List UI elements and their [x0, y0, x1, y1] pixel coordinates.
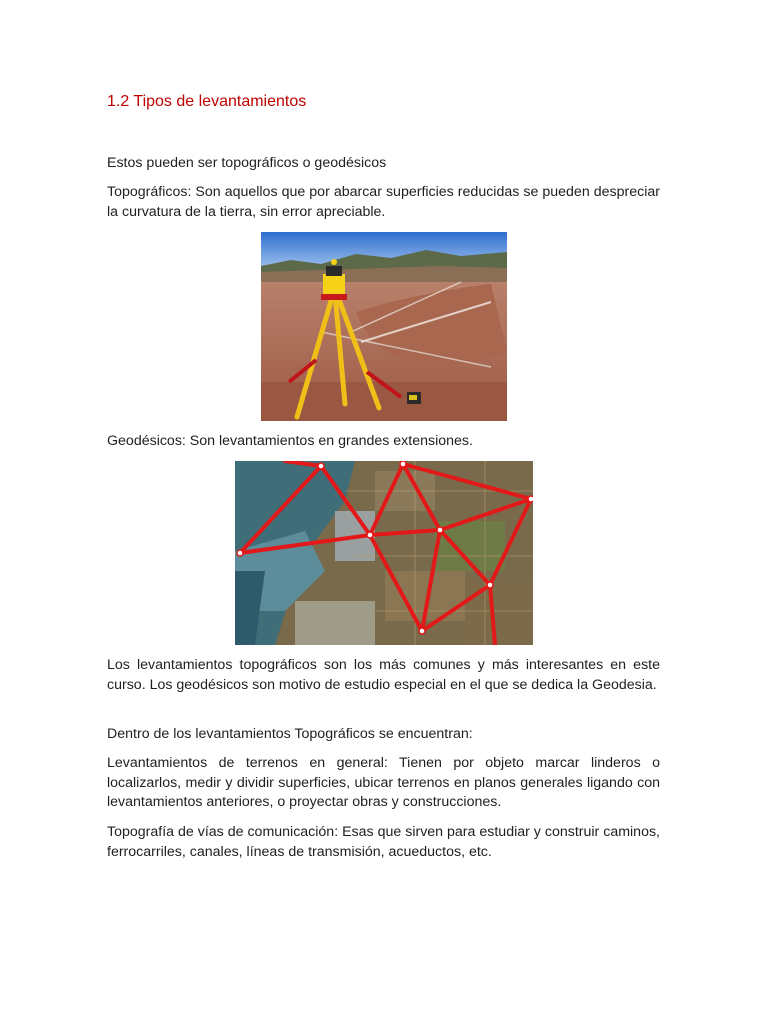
terrenos-paragraph: Levantamientos de terrenos en general: Tienen por objeto marcar linderos o localizarlos, medir y dividir superficies, ubicar terrenos en planos generales ligando con levantamientos anteriores, o proyectar obras y construcciones. [107, 755, 660, 811]
triangulation-map-icon [235, 461, 533, 645]
comunes-paragraph: Los levantamientos topográficos son los más comunes y más interesantes en este curso. Los geodésicos son motivo de estudio especial en el que se dedica la Geodesia. [107, 657, 660, 693]
triangulation-map [235, 461, 533, 645]
geodesicos-paragraph: Geodésicos: Son levantamientos en grandes extensiones. [107, 433, 473, 449]
section-heading: 1.2 Tipos de levantamientos [107, 93, 307, 110]
intro-paragraph: Estos pueden ser topográficos o geodésicos [107, 155, 387, 171]
topograficos-paragraph: Topográficos: Son aquellos que por abarcar superficies reducidas se pueden despreciar la curvatura de la tierra, sin error apreciable. [107, 184, 660, 220]
dentro-paragraph: Dentro de los levantamientos Topográficos se encuentran: [107, 726, 473, 742]
vias-paragraph: Topografía de vías de comunicación: Esas que sirven para estudiar y construir caminos, ferrocarriles, canales, líneas de transmisión, acueductos, etc. [107, 824, 660, 860]
total-station-photo-icon [261, 232, 507, 421]
survey-photo [261, 232, 507, 421]
